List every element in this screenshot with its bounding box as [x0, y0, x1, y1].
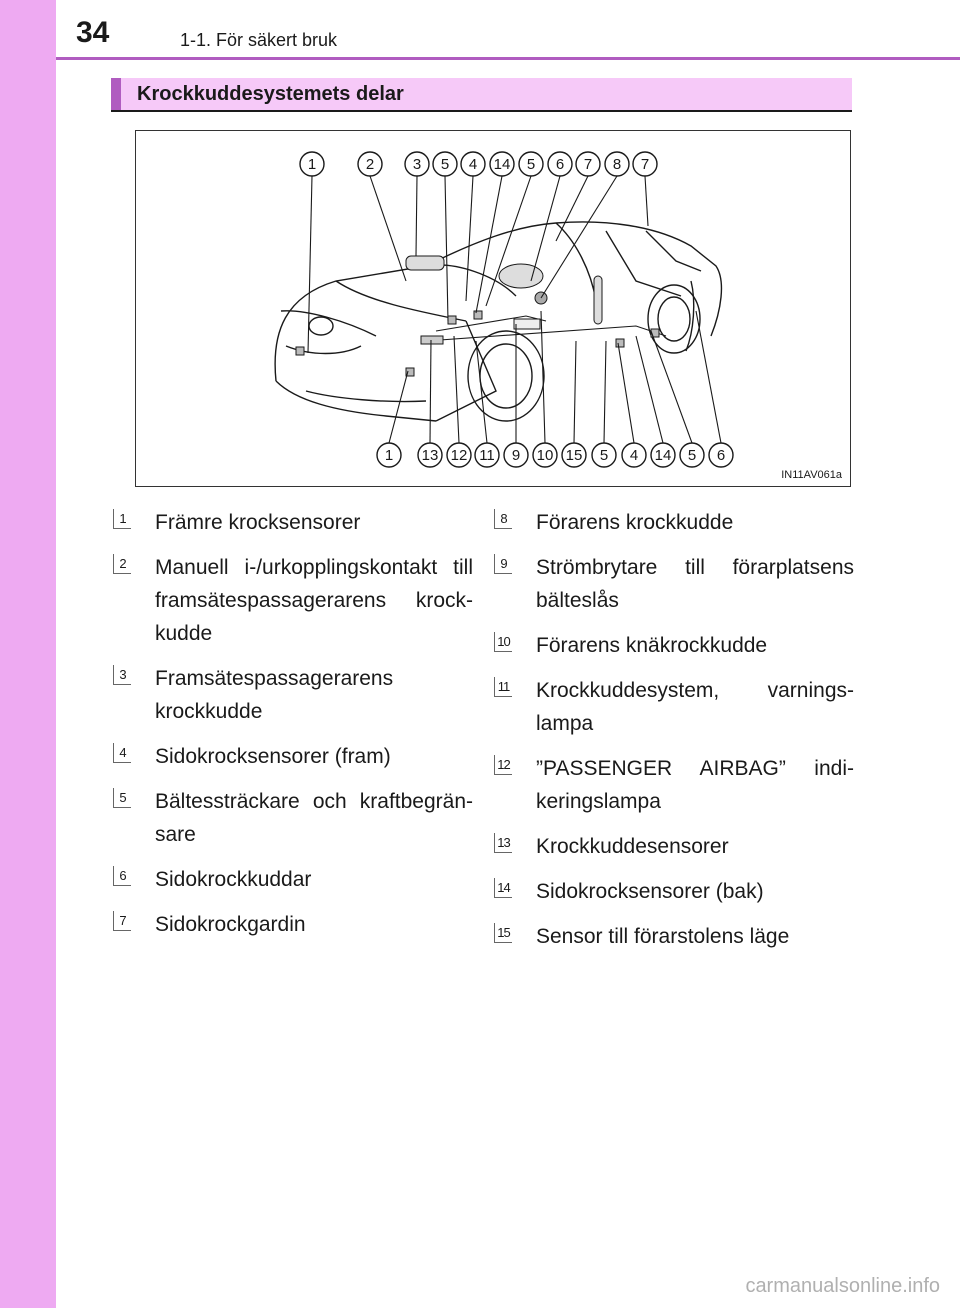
callout-leader	[445, 176, 448, 321]
legend-number: 5	[113, 788, 131, 808]
legend-number: 9	[494, 554, 512, 574]
legend-item	[494, 674, 854, 740]
callout-leader	[430, 340, 431, 443]
page-number: 34	[76, 16, 110, 49]
legend-number: 13	[494, 833, 512, 853]
legend-number: 11	[494, 677, 512, 697]
callout-leader	[454, 336, 459, 443]
legend-text: Sidokrockkuddar	[155, 868, 312, 891]
callout-number: 5	[526, 156, 536, 173]
legend-item	[113, 551, 473, 650]
callout-number: 1	[307, 156, 317, 173]
legend-text: Sidokrocksensorer (fram)	[155, 745, 391, 768]
legend-item	[494, 830, 854, 863]
callout-leader	[308, 176, 312, 353]
callout-number: 10	[536, 447, 554, 464]
legend-number: 2	[113, 554, 131, 574]
legend-text: Sensor till förarstolens läge	[536, 925, 790, 948]
legend-text: Krockkuddesensorer	[536, 835, 729, 858]
callout-leader	[574, 341, 576, 443]
callout-leader	[531, 176, 560, 281]
callout-leader	[645, 176, 648, 226]
callout-number: 5	[440, 156, 450, 173]
callout-number: 6	[716, 447, 726, 464]
callout-number: 5	[599, 447, 609, 464]
callout-leader	[389, 371, 408, 443]
callout-number: 8	[612, 156, 622, 173]
legend-number: 6	[113, 866, 131, 886]
callout-leader	[696, 311, 721, 443]
airbag-system-figure	[135, 130, 851, 487]
legend-text: Sidokrockgardin	[155, 913, 306, 936]
car-outline	[275, 222, 721, 421]
legend-text: Bältessträckare och kraftbegrän-sare	[155, 790, 473, 846]
legend-item	[113, 506, 473, 539]
callout-number: 13	[421, 447, 439, 464]
chapter-tab-band	[0, 0, 56, 1308]
legend-right-column	[494, 506, 854, 965]
callout-number: 1	[384, 447, 394, 464]
callout-number: 9	[511, 447, 521, 464]
callout-leader	[416, 176, 417, 256]
legend-number: 1	[113, 509, 131, 529]
legend-text: ”PASSENGER AIRBAG” indi-keringslampa	[536, 757, 854, 813]
legend-text: Manuell i-/urkopplingskontakt till framsätespassagerarens krock-kudde	[155, 556, 473, 645]
legend-item	[494, 551, 854, 617]
legend-text: Framsätespassagerarens krockkudde	[155, 667, 394, 723]
car-illustration	[136, 131, 852, 488]
legend-item	[113, 740, 473, 773]
legend-number: 10	[494, 632, 512, 652]
legend-item	[494, 506, 854, 539]
legend-text: Sidokrocksensorer (bak)	[536, 880, 764, 903]
legend-text: Strömbrytare till förarplatsens bälteslås	[536, 556, 854, 612]
watermark: carmanualsonline.info	[745, 1275, 940, 1297]
legend-item	[113, 662, 473, 728]
callout-number: 15	[565, 447, 583, 464]
callout-number: 4	[629, 447, 639, 464]
legend-left-column	[113, 506, 473, 953]
legend-item	[113, 785, 473, 851]
legend-number: 4	[113, 743, 131, 763]
callout-number: 7	[583, 156, 593, 173]
callout-number: 14	[493, 156, 511, 173]
legend-text: Förarens knäkrockkudde	[536, 634, 768, 657]
section-title-bar	[111, 78, 852, 110]
header-rule	[56, 57, 960, 60]
figure-code: IN11AV061a	[781, 469, 842, 481]
callout-number: 12	[450, 447, 468, 464]
top-callouts	[300, 152, 657, 353]
legend-text: Förarens krockkudde	[536, 511, 734, 534]
legend-item	[494, 920, 854, 953]
callout-leader	[618, 343, 634, 443]
legend-number: 12	[494, 755, 512, 775]
legend-text: Krockkuddesystem, varnings-lampa	[536, 679, 854, 735]
callout-number: 6	[555, 156, 565, 173]
callout-leader	[651, 331, 692, 443]
callout-number: 2	[365, 156, 375, 173]
callout-leader	[370, 176, 406, 281]
section-title: Krockkuddesystemets delar	[137, 83, 404, 105]
callout-number: 5	[687, 447, 697, 464]
callout-number: 14	[654, 447, 672, 464]
legend-item	[494, 629, 854, 662]
legend-number: 8	[494, 509, 512, 529]
legend-number: 3	[113, 665, 131, 685]
legend-number: 15	[494, 923, 512, 943]
bottom-callouts	[377, 311, 733, 467]
legend-number: 14	[494, 878, 512, 898]
callout-leader	[476, 176, 502, 313]
callout-leader	[604, 341, 606, 443]
legend-item	[494, 875, 854, 908]
callout-number: 4	[468, 156, 478, 173]
legend-item	[494, 752, 854, 818]
legend-item	[113, 908, 473, 941]
callout-number: 11	[479, 447, 495, 464]
legend-item	[113, 863, 473, 896]
legend-text: Främre krocksensorer	[155, 511, 361, 534]
section-rule	[111, 110, 852, 112]
legend-number: 7	[113, 911, 131, 931]
callout-leader	[466, 176, 473, 301]
callout-number: 3	[412, 156, 422, 173]
callout-number: 7	[640, 156, 650, 173]
running-head: 1-1. För säkert bruk	[180, 30, 338, 50]
